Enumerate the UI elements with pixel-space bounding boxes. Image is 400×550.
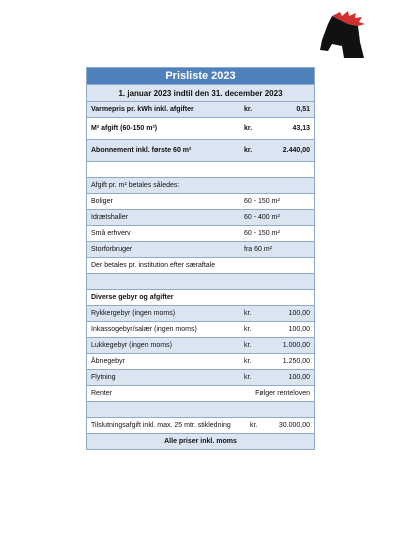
afgift-row-smaa-erhverv — [87, 226, 314, 242]
price-label: M² afgift (60-150 m²) — [91, 125, 158, 132]
gebyr-row-inkassogebyr — [87, 322, 314, 338]
gebyr-label: Flytning — [91, 374, 116, 381]
afgift-heading: Afgift pr. m² betales således: — [87, 178, 314, 194]
gebyr-unit: kr. — [244, 326, 252, 333]
gebyr-label: Åbnegebyr — [91, 358, 125, 365]
price-row-m2-afgift — [87, 118, 314, 140]
gebyr-label: Lukkegebyr (ingen moms) — [91, 342, 172, 349]
afgift-range: fra 60 m² — [244, 246, 273, 253]
afgift-label: Små erhverv — [91, 230, 131, 237]
spacer-row — [87, 402, 314, 418]
footer-note: Alle priser inkl. moms — [87, 434, 314, 450]
price-table — [86, 67, 315, 450]
gebyr-unit: kr. — [244, 310, 252, 317]
tilslutning-row — [87, 418, 314, 434]
afgift-range: 60 - 150 m² — [244, 230, 280, 237]
price-period: 1. januar 2023 indtil den 31. december 2023 — [87, 85, 314, 102]
horse-head-logo — [318, 10, 370, 62]
price-value: 0,51 — [296, 106, 310, 113]
gebyr-value: 100,00 — [288, 310, 310, 317]
gebyr-unit: kr. — [244, 358, 252, 365]
tilslutning-unit: kr. — [250, 422, 258, 429]
price-unit: kr. — [244, 106, 253, 113]
afgift-label: Idrætshaller — [91, 214, 128, 221]
afgift-label: Boliger — [91, 198, 113, 205]
tilslutning-value: 30.000,00 — [278, 422, 310, 429]
gebyr-unit: kr. — [244, 342, 252, 349]
price-row-varmepris — [87, 102, 314, 118]
gebyr-value: 1.000,00 — [282, 342, 310, 349]
price-value: 2.440,00 — [282, 147, 310, 154]
gebyr-row-aabnegebyr — [87, 354, 314, 370]
tilslutning-label: Tilslutningsafgift inkl. max. 25 mtr. stikledning — [91, 422, 231, 429]
gebyr-value: 100,00 — [288, 326, 310, 333]
gebyr-unit: kr. — [244, 374, 252, 381]
price-label: Varmepris pr. kWh inkl. afgifter — [91, 106, 194, 113]
afgift-label: Storforbruger — [91, 246, 133, 253]
gebyr-value: 100,00 — [288, 374, 310, 381]
price-list-title: Prisliste 2023 — [87, 68, 314, 85]
price-unit: kr. — [244, 147, 253, 154]
afgift-row-storforbruger — [87, 242, 314, 258]
gebyr-row-lukkegebyr — [87, 338, 314, 354]
gebyr-label: Rykkergebyr (ingen moms) — [91, 310, 176, 317]
afgift-range: 60 - 400 m² — [244, 214, 280, 221]
price-label: Abonnement inkl. første 60 m² — [91, 147, 192, 154]
gebyr-value: 1.250,00 — [282, 358, 310, 365]
afgift-note: Der betales pr. institution efter særaftale — [87, 258, 314, 274]
spacer-row — [87, 274, 314, 290]
afgift-row-idraetshaller — [87, 210, 314, 226]
price-row-abonnement — [87, 140, 314, 162]
price-value: 43,13 — [292, 125, 310, 132]
gebyr-label: Renter — [91, 390, 113, 397]
gebyr-row-rykkergebyr — [87, 306, 314, 322]
gebyr-value: Følger renteloven — [255, 390, 310, 397]
gebyr-row-flytning — [87, 370, 314, 386]
afgift-row-boliger — [87, 194, 314, 210]
spacer-row — [87, 162, 314, 178]
price-unit: kr. — [244, 125, 253, 132]
afgift-range: 60 - 150 m² — [244, 198, 280, 205]
gebyr-heading: Diverse gebyr og afgifter — [87, 290, 314, 306]
gebyr-label: Inkassogebyr/salær (ingen moms) — [91, 326, 197, 333]
gebyr-row-renter — [87, 386, 314, 402]
